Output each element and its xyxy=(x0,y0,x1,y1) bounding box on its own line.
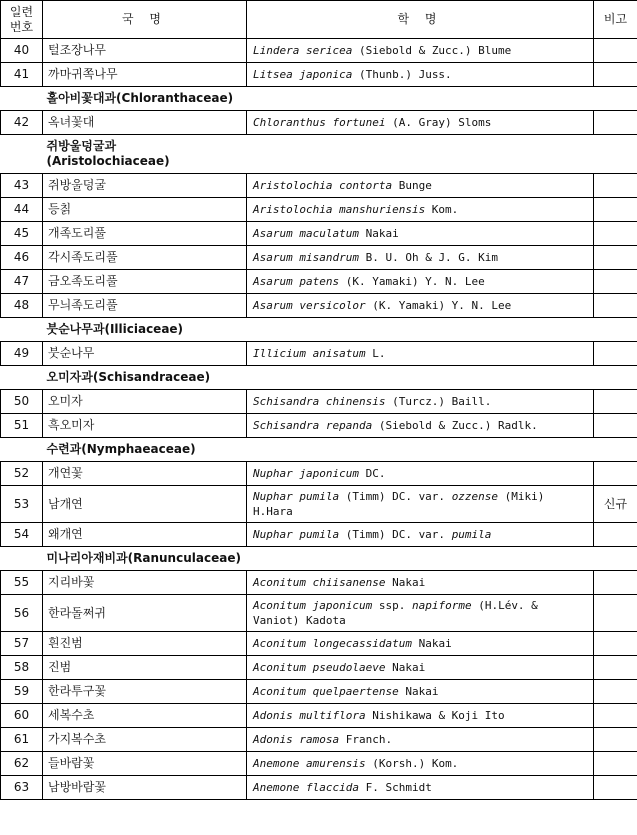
binomial-name: Schisandra repanda xyxy=(253,419,373,432)
table-row xyxy=(1,728,637,752)
authority: (Siebold & Zucc.) Blume xyxy=(352,44,512,57)
authority: (A. Gray) Sloms xyxy=(385,116,492,129)
table-row xyxy=(1,39,637,63)
scientific-name xyxy=(247,680,594,704)
korean-name: 각시족도리풀 xyxy=(43,246,247,270)
table-row xyxy=(1,174,637,198)
family-name xyxy=(1,318,637,342)
scientific-name xyxy=(247,174,594,198)
binomial-name: Aristolochia contorta xyxy=(253,179,393,192)
scientific-name xyxy=(247,246,594,270)
korean-name: 붓순나무 xyxy=(43,342,247,366)
family-name-text: 쥐방울덩굴과 (Aristolochiaceae) xyxy=(46,139,170,168)
table-row xyxy=(1,111,637,135)
scientific-name xyxy=(247,294,594,318)
scientific-name xyxy=(247,270,594,294)
table-row xyxy=(1,342,637,366)
binomial-name: Schisandra chinensis xyxy=(253,395,386,408)
korean-name: 한라투구꽃 xyxy=(43,680,247,704)
remarks xyxy=(594,111,637,135)
binomial-name: Lindera sericea xyxy=(253,44,353,57)
table-row xyxy=(1,656,637,680)
remarks xyxy=(594,63,637,87)
family-header-row xyxy=(1,438,637,462)
serial-number: 61 xyxy=(1,728,43,752)
table-row xyxy=(1,752,637,776)
binomial-name: Nuphar japonicum xyxy=(253,467,359,480)
korean-name: 개족도리풀 xyxy=(43,222,247,246)
remarks xyxy=(594,462,637,486)
table-header-row xyxy=(1,1,637,39)
serial-number: 46 xyxy=(1,246,43,270)
table-row xyxy=(1,63,637,87)
family-header-row xyxy=(1,318,637,342)
remarks xyxy=(594,390,637,414)
binomial-name: Illicium anisatum xyxy=(253,347,366,360)
table-row xyxy=(1,414,637,438)
binomial-name: Aconitum japonicum xyxy=(253,599,373,612)
remarks xyxy=(594,632,637,656)
binomial-name: Nuphar pumila xyxy=(253,528,340,541)
table-row xyxy=(1,222,637,246)
family-name xyxy=(1,438,637,462)
scientific-name xyxy=(247,222,594,246)
serial-number: 43 xyxy=(1,174,43,198)
table-row xyxy=(1,294,637,318)
serial-number: 41 xyxy=(1,63,43,87)
scientific-name xyxy=(247,342,594,366)
family-name xyxy=(1,366,637,390)
korean-name: 한라돌쩌귀 xyxy=(43,595,247,632)
header-scientific-name: 학 명 xyxy=(247,1,594,39)
authority: (K. Yamaki) Y. N. Lee xyxy=(339,275,485,288)
family-name xyxy=(1,135,637,174)
scientific-name xyxy=(247,571,594,595)
remarks xyxy=(594,39,637,63)
scientific-name xyxy=(247,752,594,776)
remarks xyxy=(594,776,637,800)
remarks xyxy=(594,704,637,728)
authority: Nakai xyxy=(358,227,399,240)
serial-number: 40 xyxy=(1,39,43,63)
remarks xyxy=(594,246,637,270)
remarks xyxy=(594,656,637,680)
infraspecific-authority: (H.Lév. & Vaniot) Kadota xyxy=(253,599,538,627)
scientific-name xyxy=(247,728,594,752)
scientific-name xyxy=(247,656,594,680)
binomial-name: Asarum misandrum xyxy=(253,251,359,264)
binomial-name: Anemone amurensis xyxy=(253,757,366,770)
remarks xyxy=(594,523,637,547)
scientific-name xyxy=(247,462,594,486)
remarks xyxy=(594,270,637,294)
binomial-name: Asarum patens xyxy=(253,275,340,288)
remarks xyxy=(594,294,637,318)
family-name xyxy=(1,547,637,571)
korean-name: 옥녀꽃대 xyxy=(43,111,247,135)
family-header-row xyxy=(1,547,637,571)
serial-number: 55 xyxy=(1,571,43,595)
binomial-name: Aristolochia manshuriensis xyxy=(253,203,426,216)
serial-number: 53 xyxy=(1,486,43,523)
korean-name: 지리바꽃 xyxy=(43,571,247,595)
serial-number: 63 xyxy=(1,776,43,800)
binomial-name: Litsea japonica xyxy=(253,68,353,81)
table-row xyxy=(1,704,637,728)
remarks xyxy=(594,222,637,246)
scientific-name xyxy=(247,414,594,438)
table-row xyxy=(1,462,637,486)
authority: Bunge xyxy=(392,179,432,192)
authority: Nakai xyxy=(385,576,426,589)
table-row xyxy=(1,390,637,414)
table-row xyxy=(1,595,637,632)
binomial-name: Asarum versicolor xyxy=(253,299,366,312)
header-remarks: 비고 xyxy=(594,1,637,39)
binomial-name: Adonis multiflora xyxy=(253,709,366,722)
family-name-text: 홀아비꽃대과(Chloranthaceae) xyxy=(46,91,234,105)
remarks xyxy=(594,752,637,776)
table-row xyxy=(1,571,637,595)
authority: Nakai xyxy=(398,685,439,698)
family-name-text: 오미자과(Schisandraceae) xyxy=(46,370,211,384)
serial-number: 58 xyxy=(1,656,43,680)
authority: Nakai xyxy=(385,661,426,674)
infraspecific-authority: (Miki) H.Hara xyxy=(253,490,545,518)
binomial-name: Nuphar pumila xyxy=(253,490,340,503)
binomial-name: Adonis ramosa xyxy=(253,733,340,746)
remarks xyxy=(594,728,637,752)
korean-name: 개연꽃 xyxy=(43,462,247,486)
infraspecific-epithet: napiforme xyxy=(411,599,472,612)
korean-name: 털조장나무 xyxy=(43,39,247,63)
scientific-name xyxy=(247,198,594,222)
serial-number: 54 xyxy=(1,523,43,547)
authority: (Timm) DC. var. xyxy=(339,490,452,503)
authority: (Siebold & Zucc.) Radlk. xyxy=(372,419,538,432)
serial-number: 52 xyxy=(1,462,43,486)
remarks xyxy=(594,342,637,366)
remarks xyxy=(594,595,637,632)
table-row xyxy=(1,523,637,547)
authority: ssp. xyxy=(372,599,412,612)
table-body xyxy=(1,39,637,800)
remarks: 신규 xyxy=(594,486,637,523)
binomial-name: Chloranthus fortunei xyxy=(253,116,386,129)
family-name-text: 붓순나무과(Illiciaceae) xyxy=(46,322,184,336)
remarks xyxy=(594,198,637,222)
remarks xyxy=(594,571,637,595)
korean-name: 등칡 xyxy=(43,198,247,222)
korean-name: 흰진범 xyxy=(43,632,247,656)
korean-name: 남개연 xyxy=(43,486,247,523)
table-row xyxy=(1,486,637,523)
scientific-name xyxy=(247,776,594,800)
authority: (Timm) DC. var. xyxy=(339,528,452,541)
serial-number: 56 xyxy=(1,595,43,632)
korean-name: 흑오미자 xyxy=(43,414,247,438)
table-row xyxy=(1,246,637,270)
scientific-name xyxy=(247,632,594,656)
family-name xyxy=(1,87,637,111)
authority: (Turcz.) Baill. xyxy=(385,395,492,408)
scientific-name xyxy=(247,595,594,632)
serial-number: 59 xyxy=(1,680,43,704)
binomial-name: Asarum maculatum xyxy=(253,227,359,240)
korean-name: 세복수초 xyxy=(43,704,247,728)
serial-number: 51 xyxy=(1,414,43,438)
binomial-name: Aconitum chiisanense xyxy=(253,576,386,589)
scientific-name xyxy=(247,486,594,523)
infraspecific-epithet: ozzense xyxy=(451,490,499,503)
table-row xyxy=(1,270,637,294)
header-serial-number: 일련 번호 xyxy=(1,1,43,39)
binomial-name: Aconitum pseudolaeve xyxy=(253,661,386,674)
serial-number: 45 xyxy=(1,222,43,246)
remarks xyxy=(594,680,637,704)
authority: B. U. Oh & J. G. Kim xyxy=(358,251,499,264)
serial-number: 60 xyxy=(1,704,43,728)
header-korean-name: 국 명 xyxy=(43,1,247,39)
remarks xyxy=(594,174,637,198)
korean-name: 왜개연 xyxy=(43,523,247,547)
family-header-row xyxy=(1,366,637,390)
serial-number: 47 xyxy=(1,270,43,294)
binomial-name: Anemone flaccida xyxy=(253,781,359,794)
remarks xyxy=(594,414,637,438)
authority: Nakai xyxy=(411,637,452,650)
authority: Kom. xyxy=(425,203,459,216)
family-name-text: 수련과(Nymphaeaceae) xyxy=(46,442,196,456)
binomial-name: Aconitum longecassidatum xyxy=(253,637,412,650)
korean-name: 까마귀쪽나무 xyxy=(43,63,247,87)
serial-number: 42 xyxy=(1,111,43,135)
korean-name: 금오족도리풀 xyxy=(43,270,247,294)
scientific-name xyxy=(247,523,594,547)
korean-name: 남방바람꽃 xyxy=(43,776,247,800)
table-row xyxy=(1,680,637,704)
serial-number: 57 xyxy=(1,632,43,656)
table-row xyxy=(1,198,637,222)
table-row xyxy=(1,632,637,656)
korean-name: 들바람꽃 xyxy=(43,752,247,776)
korean-name: 가지복수초 xyxy=(43,728,247,752)
authority: (Korsh.) Kom. xyxy=(365,757,459,770)
binomial-name: Aconitum quelpaertense xyxy=(253,685,399,698)
authority: F. Schmidt xyxy=(358,781,432,794)
scientific-name xyxy=(247,390,594,414)
scientific-name xyxy=(247,63,594,87)
family-name-text: 미나리아재비과(Ranunculaceae) xyxy=(46,551,241,565)
korean-name: 무늬족도리풀 xyxy=(43,294,247,318)
family-header-row xyxy=(1,135,637,174)
scientific-name xyxy=(247,704,594,728)
korean-name: 쥐방울덩굴 xyxy=(43,174,247,198)
scientific-name xyxy=(247,39,594,63)
serial-number: 50 xyxy=(1,390,43,414)
authority: (Thunb.) Juss. xyxy=(352,68,452,81)
infraspecific-epithet: pumila xyxy=(451,528,492,541)
korean-name: 오미자 xyxy=(43,390,247,414)
serial-number: 62 xyxy=(1,752,43,776)
authority: DC. xyxy=(358,467,386,480)
serial-number: 49 xyxy=(1,342,43,366)
authority: Nishikawa & Koji Ito xyxy=(365,709,505,722)
authority: (K. Yamaki) Y. N. Lee xyxy=(365,299,512,312)
table-row xyxy=(1,776,637,800)
scientific-name xyxy=(247,111,594,135)
authority: Franch. xyxy=(339,733,393,746)
serial-number: 44 xyxy=(1,198,43,222)
serial-number: 48 xyxy=(1,294,43,318)
korean-name: 진범 xyxy=(43,656,247,680)
family-header-row xyxy=(1,87,637,111)
authority: L. xyxy=(365,347,386,360)
